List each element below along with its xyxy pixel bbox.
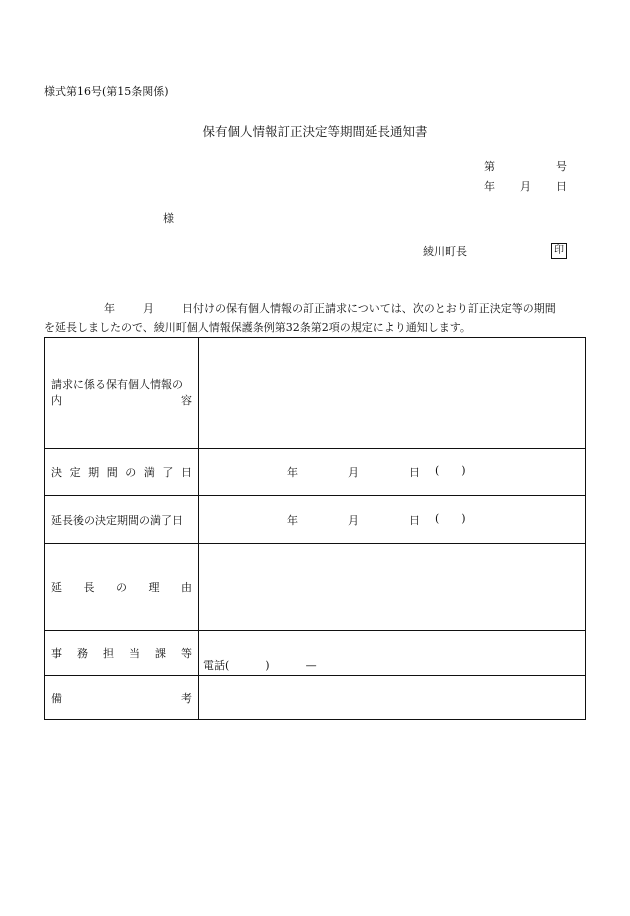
original-deadline-input-cell[interactable] [199, 449, 586, 496]
body-year-label: 年 [104, 302, 115, 315]
date-day-label: 日 [409, 513, 420, 527]
label-char: 定 [69, 466, 81, 479]
seal-stamp: 印 [551, 243, 567, 259]
date-day-label: 日 [409, 466, 420, 479]
table-row [45, 338, 586, 449]
label-char: 延 [51, 581, 62, 594]
weekday-paren-close: ) [461, 511, 466, 525]
table-row [45, 449, 586, 496]
extended-deadline-label-cell [45, 496, 199, 544]
issuer-name: 綾川町長 [423, 245, 467, 258]
phone-field [199, 657, 585, 675]
body-line-2: を延長しましたので、綾川町個人情報保護条例第32条第2項の規定により通知します。 [44, 321, 471, 334]
date-month-label: 月 [520, 180, 531, 193]
table-row [45, 631, 586, 676]
label-char: 由 [181, 581, 192, 594]
weekday-paren-open: ( [435, 464, 440, 477]
reason-input-cell[interactable] [199, 544, 586, 631]
content-label-cell [45, 338, 199, 449]
label-char: 事 [51, 647, 62, 660]
label-char: 担 [103, 647, 114, 660]
doc-number-suffix: 号 [556, 160, 567, 173]
extended-deadline-label: 延長後の決定期間の満了日 [51, 513, 183, 527]
date-month-label: 月 [348, 466, 359, 479]
weekday-paren-open: ( [435, 511, 440, 525]
date-day-label: 日 [556, 180, 567, 193]
phone-paren-close: ) [265, 659, 270, 672]
label-char: 了 [162, 466, 174, 479]
date-year-label: 年 [287, 513, 298, 527]
reason-label-cell [45, 544, 199, 631]
content-label-char: 内 [51, 394, 62, 407]
content-input-cell[interactable] [199, 338, 586, 449]
label-char: 等 [181, 647, 192, 660]
body-month-label: 月 [143, 302, 154, 315]
table-row [45, 496, 586, 544]
remarks-label-cell [45, 676, 199, 720]
addressee-suffix: 様 [163, 212, 174, 225]
label-char: 備 [51, 691, 62, 705]
body-line-1-text: 日付けの保有個人情報の訂正請求については、次のとおり訂正決定等の期間 [182, 302, 556, 315]
date-year-label: 年 [484, 180, 495, 193]
label-char: 考 [181, 691, 192, 705]
body-line-1 [44, 302, 556, 316]
extended-deadline-input-cell[interactable] [199, 496, 586, 544]
original-deadline-label-cell [45, 449, 199, 496]
label-char: 決 [51, 466, 62, 479]
form-table [44, 337, 586, 720]
label-char: 日 [180, 466, 192, 479]
phone-dash: — [305, 659, 317, 672]
label-char: 満 [143, 466, 155, 479]
label-char: 理 [148, 581, 160, 594]
label-char: 務 [77, 647, 88, 660]
staff-label-cell [45, 631, 199, 676]
phone-label: 電話( [203, 659, 230, 672]
remarks-input-cell[interactable] [199, 676, 586, 720]
table-row [45, 676, 586, 720]
label-char: 課 [155, 647, 166, 660]
label-char: 当 [129, 647, 140, 660]
form-number: 様式第16号(第15条関係) [44, 85, 169, 98]
weekday-paren-close: ) [461, 464, 466, 477]
date-month-label: 月 [348, 513, 359, 527]
label-char: 長 [83, 581, 95, 594]
content-label-char: 容 [181, 394, 192, 407]
table-row [45, 544, 586, 631]
page-title: 保有個人情報訂正決定等期間延長通知書 [202, 124, 428, 139]
label-char: の [116, 581, 127, 594]
label-char: 期 [88, 466, 100, 479]
label-char: 間 [106, 466, 118, 479]
staff-input-cell[interactable] [199, 631, 586, 676]
doc-number-prefix: 第 [484, 160, 495, 173]
label-char: の [125, 466, 137, 479]
content-label-line1: 請求に係る保有個人情報の [51, 378, 183, 391]
date-year-label: 年 [287, 466, 298, 479]
